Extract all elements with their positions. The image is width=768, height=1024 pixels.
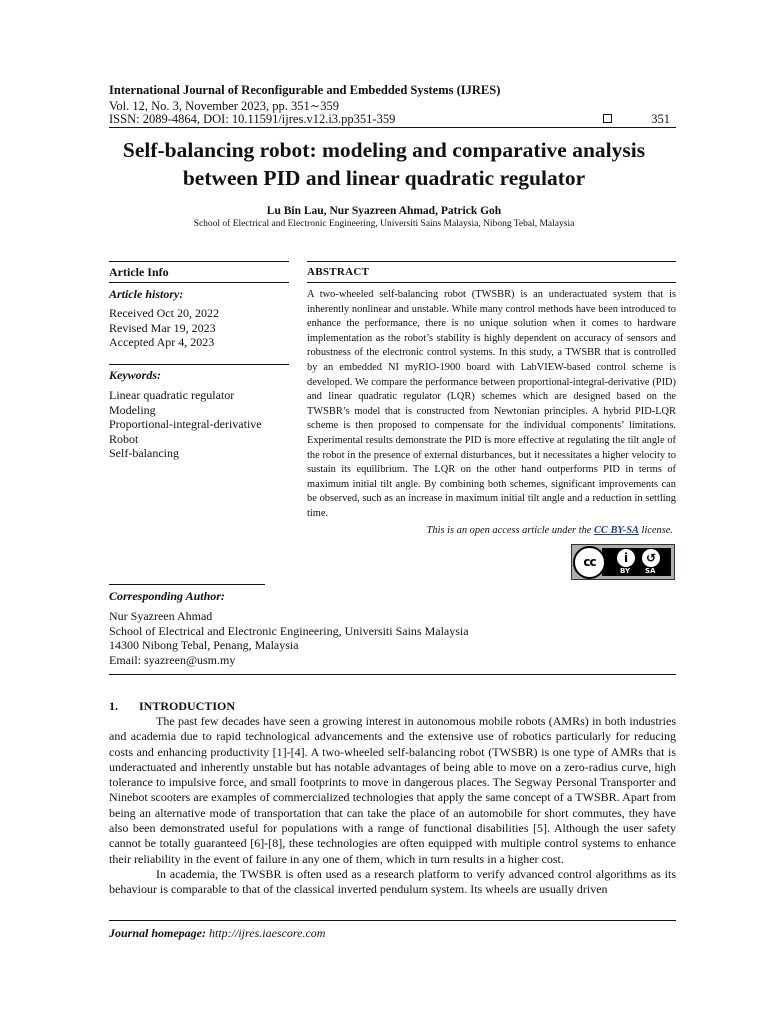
issn-doi: ISSN: 2089-4864, DOI: 10.11591/ijres.v12.i3.pp351-359 [109, 112, 396, 126]
homepage-label: Journal homepage: [109, 926, 207, 940]
history-accepted: Accepted Apr 4, 2023 [109, 335, 215, 350]
corresponding-rule [109, 584, 265, 585]
intro-paragraph: In academia, the TWSBR is often used as a research platform to verify advanced control algorithms as its behaviour is comparable to that of the classical inverted pendulum system. Its wheels are usually driven [109, 866, 676, 897]
corresponding-address: 14300 Nibong Tebal, Penang, Malaysia [109, 638, 299, 653]
intro-paragraph: The past few decades have seen a growing interest in autonomous mobile robots (AMRs) in both industries and academia due to rapid technological advancements and the extensive use of robotics particularly for reducing costs and enhancing productivity [1]-[4]. A two-wheeled self-balancing robot (TWSBR) is one type of AMRs that is underactuated and inherently unstable but has notable advantages of being able to move on a zero-radius curve, high tolerance to impulsive force, and small footprints to move in dangerous places. The Segway Personal Transporter and Ninebot scooters are examples of commercialized technologies that apply the same concept of a TWSBR. Apart from being an alternative mode of transportation that can take the place of an automobile for short commutes, they have also been demonstrated useful for populations with a range of functional disabilities [5]. Although the user safety cannot be totally guaranteed [6]-[8], these technologies are often equipped with multiple control systems to enhance their reliability in the event of failure in any one of them, which in turn results in a higher cost. [109, 714, 676, 866]
keyword-item: Proportional-integral-derivative [109, 417, 262, 432]
introduction-heading: 1. INTRODUCTION [109, 699, 236, 713]
corresponding-details [109, 609, 469, 667]
corresponding-name: Nur Syazreen Ahmad [109, 609, 213, 623]
introduction-body [109, 714, 676, 898]
article-info-heading: Article Info [109, 265, 169, 279]
oa-suffix: license. [638, 525, 673, 536]
keyword-item: Linear quadratic regulator [109, 388, 235, 402]
keywords-list [109, 388, 262, 461]
share-alike-icon: ↺ [642, 549, 660, 567]
keyword-item: Self-balancing [109, 446, 179, 461]
article-info-rule [109, 261, 289, 262]
attribution-icon: i [617, 549, 635, 567]
license-link[interactable]: CC BY-SA [594, 525, 639, 536]
page-number: 351 [651, 112, 670, 126]
homepage-link[interactable]: http://ijres.iaescore.com [209, 926, 326, 940]
keywords-divider [109, 364, 289, 365]
authors: Lu Bin Lau, Nur Syazreen Ahmad, Patrick Goh [266, 205, 502, 217]
abstract-rule [307, 261, 676, 262]
article-history-heading: Article history: [109, 287, 184, 301]
corresponding-heading: Corresponding Author: [109, 589, 225, 603]
paper-title [60, 136, 708, 192]
section-rule [109, 674, 676, 675]
abstract-divider [307, 282, 676, 283]
oa-prefix: This is an open access article under the [426, 525, 594, 536]
badge-by-label: BY [620, 567, 631, 575]
article-info-divider [109, 282, 289, 283]
volume-info: Vol. 12, No. 3, November 2023, pp. 351∼359 [109, 99, 340, 113]
square-icon [603, 114, 612, 123]
keyword-item: Modeling [109, 402, 156, 417]
history-revised: Revised Mar 19, 2023 [109, 320, 216, 335]
abstract-heading: ABSTRACT [307, 266, 370, 278]
keywords-heading: Keywords: [109, 368, 161, 382]
affiliation: School of Electrical and Electronic Engineering, Universiti Sains Malaysia, Nibong Tebal, Malaysia [193, 219, 575, 229]
header-rule [109, 127, 676, 128]
open-access-note [307, 525, 673, 536]
cc-by-sa-badge[interactable] [571, 544, 675, 580]
abstract-text: A two-wheeled self-balancing robot (TWSBR) is an underactuated system that is inherently nonlinear and unstable. While many control methods have been introduced to enhance the performance, there is no unique solution when it comes to hardware implementation as the robot’s stability is highly dependent on accuracy of sensors and robustness of the electronic control systems. In this study, a TWSBR that is controlled by an embedded NI myRIO-1900 board with LabVIEW-based control scheme is developed. We compare the performance between proportional-integral-derivative (PID) and linear quadratic regulator (LQR) schemes which are designed based on the TWSBR’s model that is constructed from Newtonian principles. A hybrid PID-LQR scheme is then proposed to compensate for the individual components’ limitations. Experimental results demonstrate the PID is more effective at regulating the tilt angle of the robot in the presence of external disturbances, but it necessitates a higher velocity to sustain its equilibrium. The LQR on the other hand outperforms PID in terms of maximum initial tilt angle. By combining both schemes, significant improvements can be observed, such as an increase in maximum initial tilt angle and a reduction in settling time. [307, 289, 676, 519]
footer-rule [109, 920, 676, 921]
article-history-list [109, 306, 219, 350]
title-line-1: Self-balancing robot: modeling and comparative analysis [122, 138, 646, 162]
keyword-item: Robot [109, 431, 139, 446]
title-line-2: between PID and linear quadratic regulator [182, 166, 586, 190]
corresponding-email: Email: syazreen@usm.my [109, 652, 236, 667]
badge-sa-label: SA [645, 567, 656, 575]
history-received: Received Oct 20, 2022 [109, 306, 219, 320]
cc-logo-icon: cc [573, 546, 606, 579]
journal-name: International Journal of Reconfigurable and Embedded Systems (IJRES) [109, 83, 501, 97]
journal-homepage [109, 926, 325, 941]
badge-bar [602, 548, 671, 576]
corresponding-school: School of Electrical and Electronic Engineering, Universiti Sains Malaysia [109, 623, 469, 638]
